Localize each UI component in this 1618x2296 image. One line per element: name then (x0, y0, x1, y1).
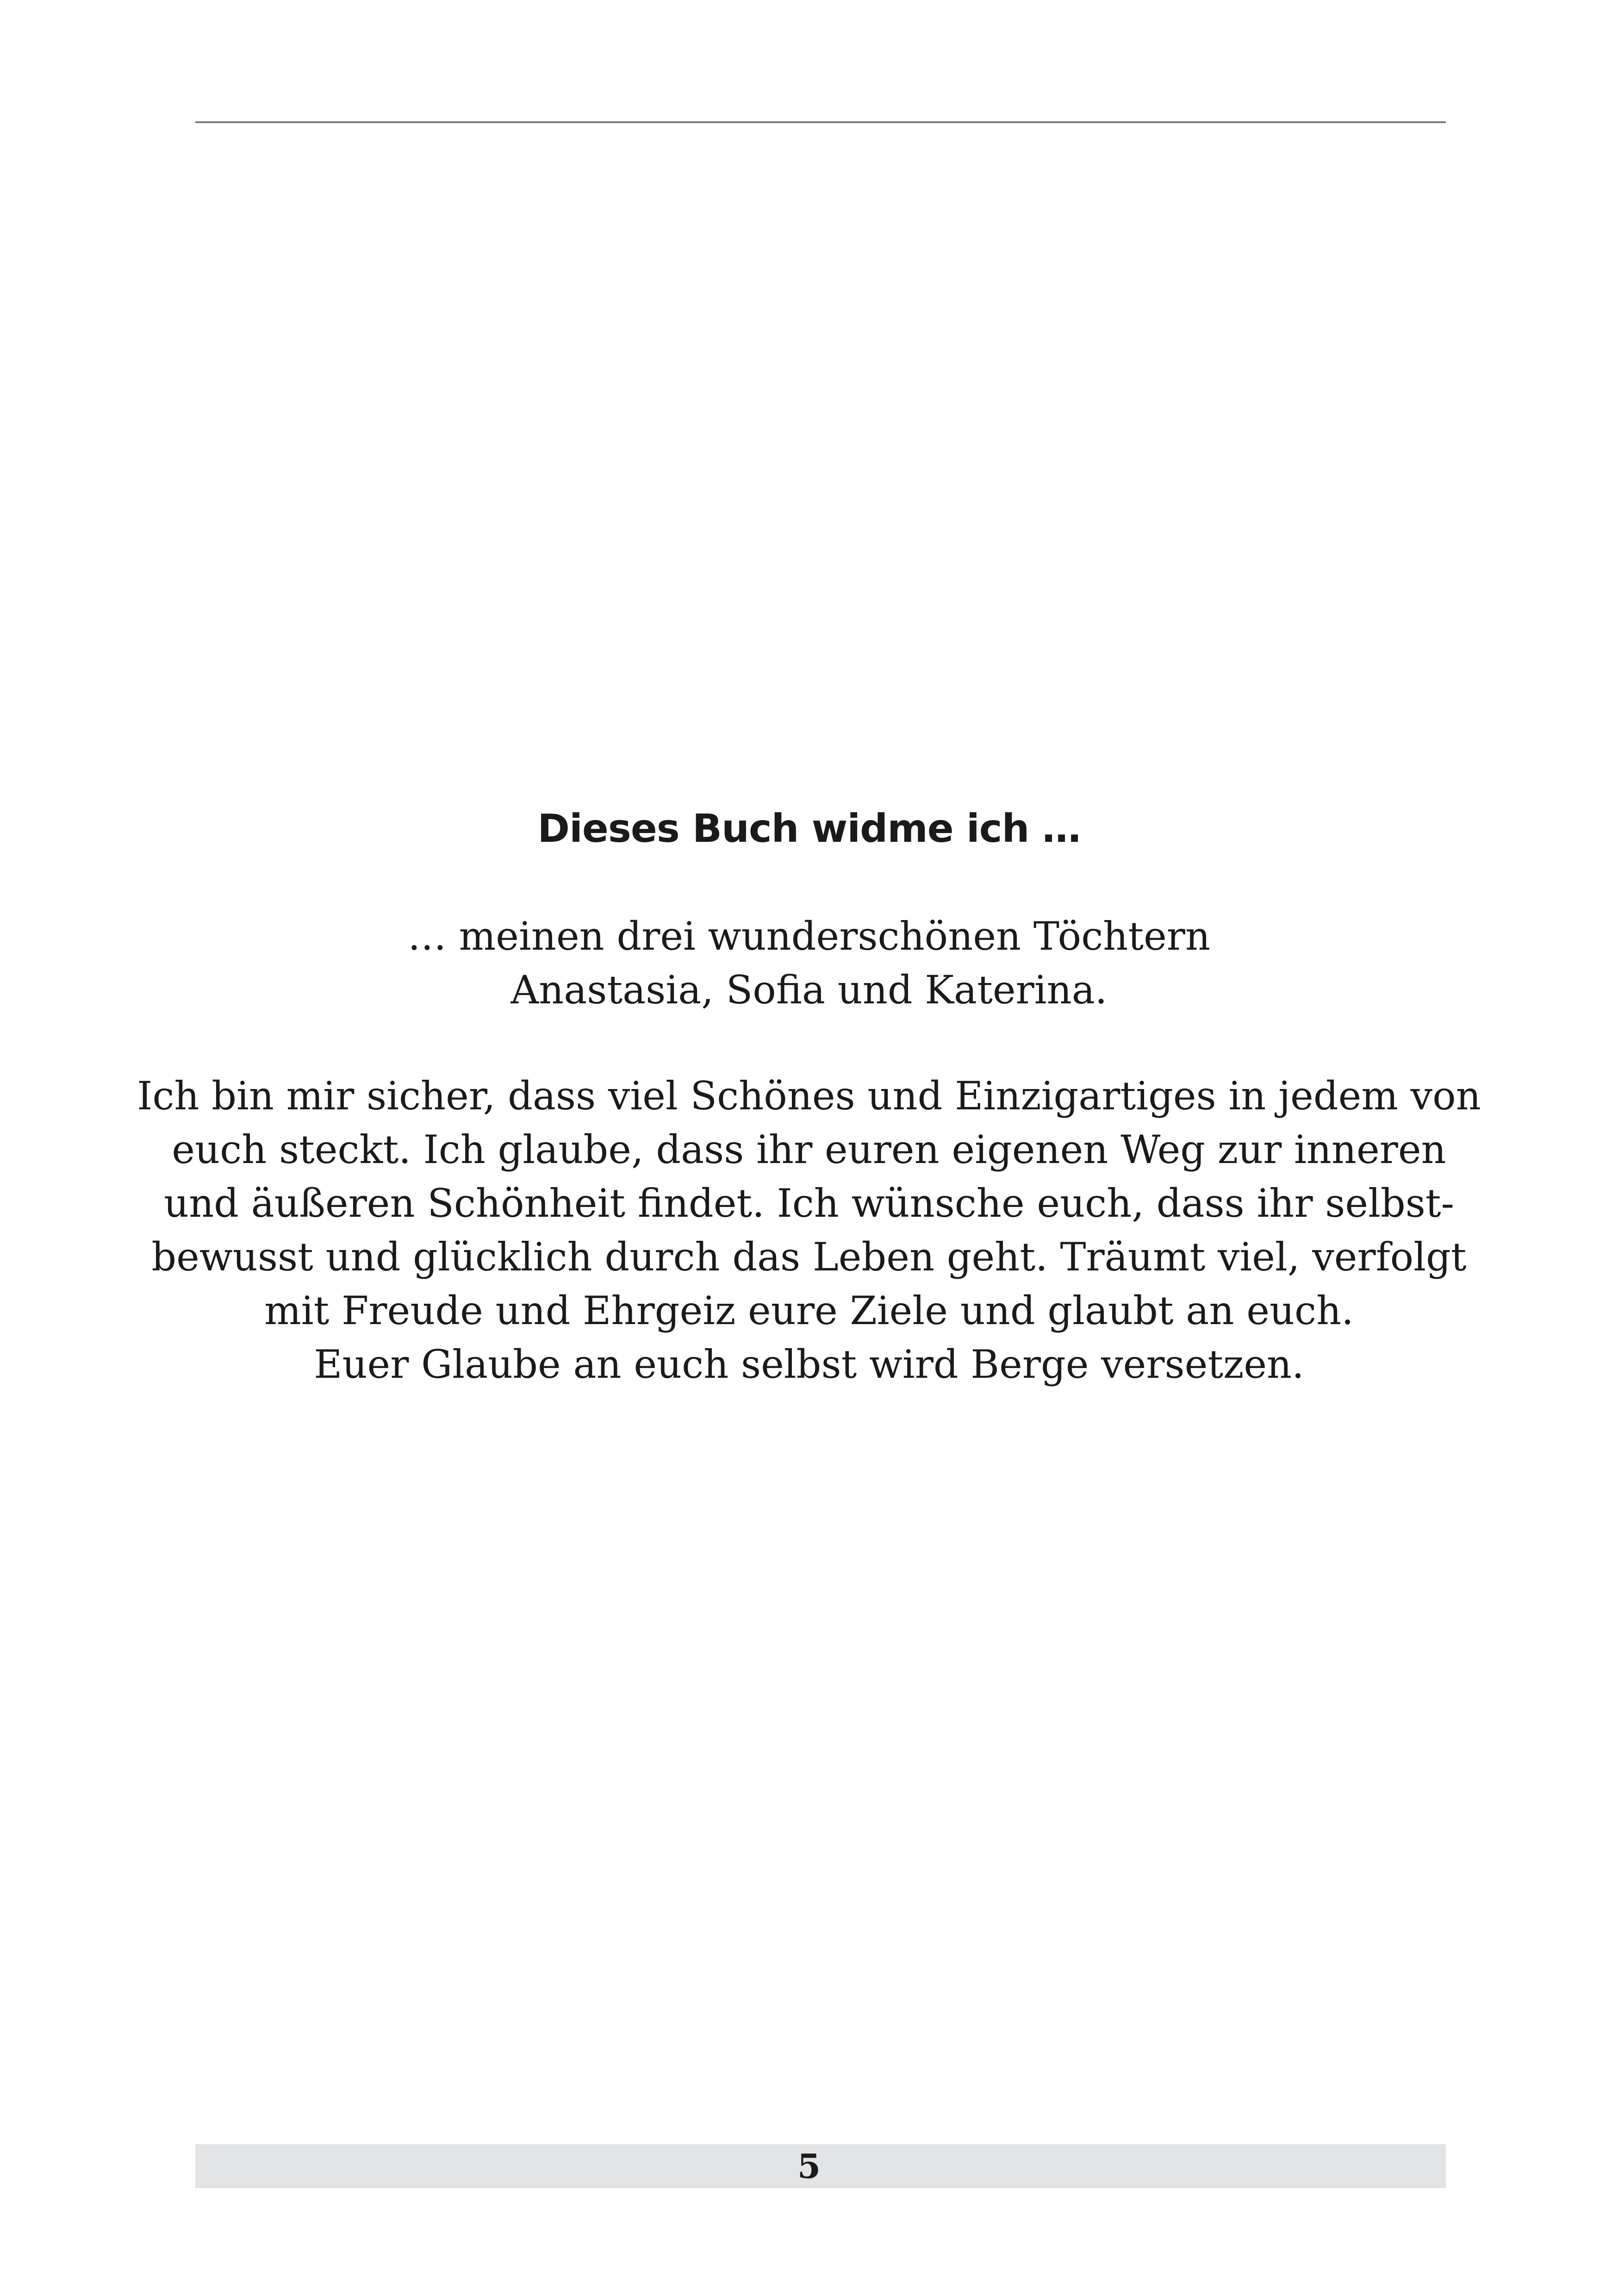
page-number: 5 (797, 2147, 821, 2186)
message-line: euch steckt. Ich glaube, dass ihr euren eigenen Weg zur inneren (172, 1127, 1446, 1172)
header-divider (195, 121, 1446, 123)
message-line: und äußeren Schönheit findet. Ich wünsche euch, dass ihr selbst- (163, 1181, 1455, 1226)
dedication-message (0, 1069, 1618, 1391)
message-line: Euer Glaube an euch selbst wird Berge versetzen. (314, 1342, 1304, 1387)
dedication-recipients (0, 909, 1618, 1017)
dedication-heading: Dieses Buch widme ich … (537, 806, 1081, 851)
message-line: bewusst und glücklich durch das Leben geht. Träumt viel, verfolgt (151, 1234, 1467, 1280)
recipients-line: Anastasia, Sofia und Katerina. (510, 967, 1108, 1013)
message-line: mit Freude und Ehrgeiz eure Ziele und glaubt an euch. (264, 1288, 1354, 1333)
message-line: Ich bin mir sicher, dass viel Schönes und Einzigartiges in jedem von (137, 1073, 1481, 1119)
recipients-line: … meinen drei wunderschönen Töchtern (407, 914, 1211, 959)
